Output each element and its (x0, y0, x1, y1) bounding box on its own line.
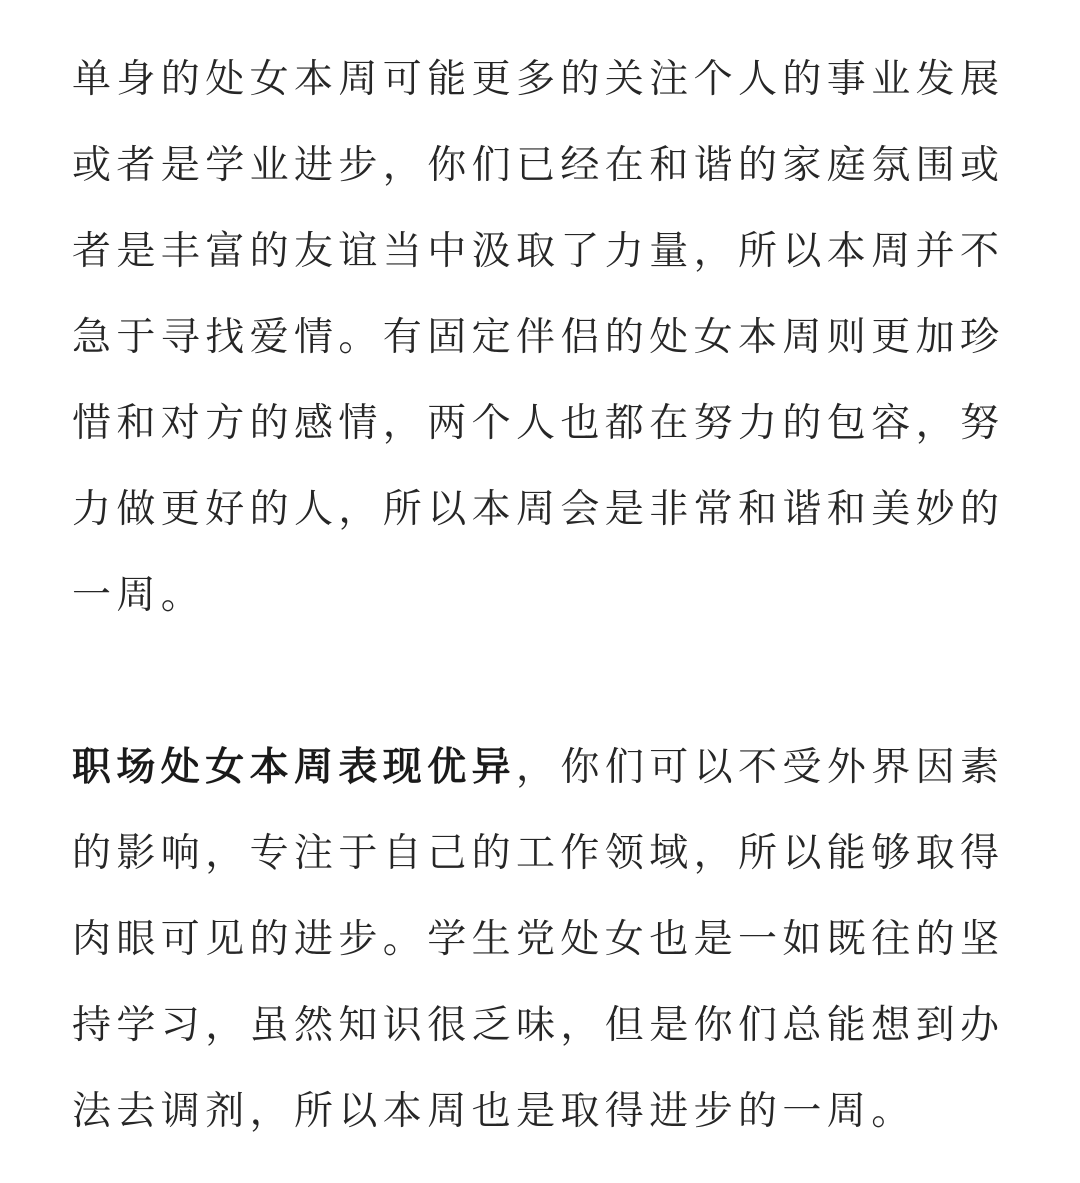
article-body (72, 37, 1008, 1155)
paragraph-single-virgo (72, 37, 1008, 639)
paragraph-career-virgo (72, 725, 1008, 1155)
paragraph-text: ，你们可以不受外界因素的影响，专注于自己的工作领域，所以能够取得肉眼可见的进步。学生党处女也是一如既往的坚持学习，虽然知识很乏味，但是你们总能想到办法去调剂，所以本周也是取得进步的一周。 (72, 745, 1005, 1134)
paragraph-text: 单身的处女本周可能更多的关注个人的事业发展或者是学业进步，你们已经在和谐的家庭氛围或者是丰富的友谊当中汲取了力量，所以本周并不急于寻找爱情。有固定伴侣的处女本周则更加珍惜和对方的感情，两个人也都在努力的包容，努力做更好的人，所以本周会是非常和谐和美妙的一周。 (72, 57, 1005, 618)
paragraph-heading: 职场处女本周表现优异 (72, 745, 517, 790)
